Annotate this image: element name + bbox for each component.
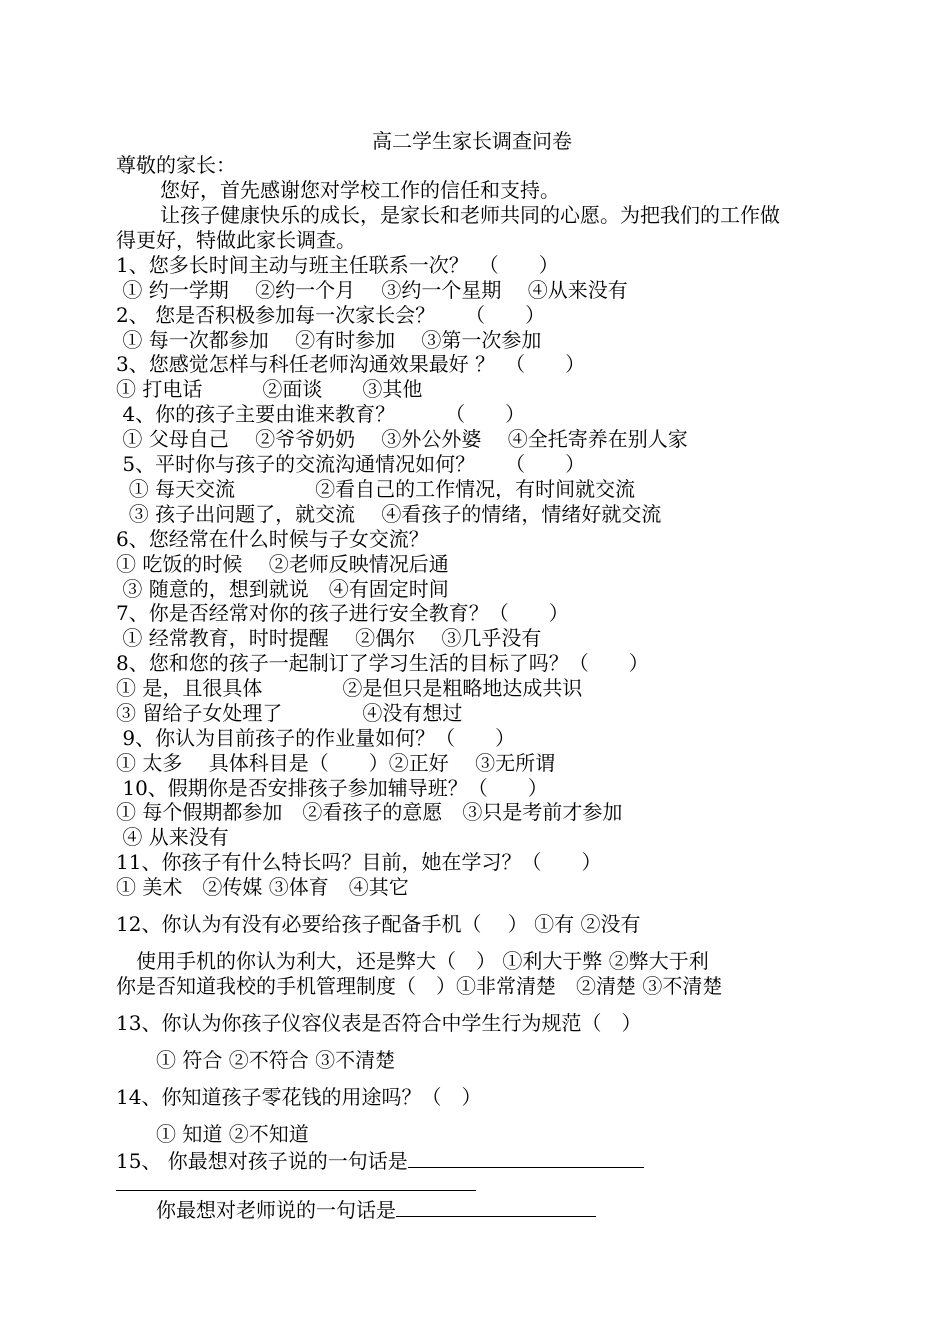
question-4: 4、你的孩子主要由谁来教育？ （ ）	[116, 402, 526, 426]
question-3: 3、您感觉怎样与科任老师沟通效果最好 ？ （ ）	[116, 352, 586, 376]
question-6-options-1: ① 吃饭的时候 ②老师反映情况后通	[116, 552, 449, 576]
greeting: 尊敬的家长：	[116, 153, 236, 177]
question-12: 12、你认为有没有必要给孩子配备手机（ ） ①有 ②没有	[116, 912, 641, 936]
question-6-options-2: ③ 随意的，想到就说 ④有固定时间	[116, 577, 449, 601]
question-2: 2、 您是否积极参加每一次家长会？ （ ）	[116, 303, 546, 327]
question-10-options-1: ① 每个假期都参加 ②看孩子的意愿 ③只是考前才参加	[116, 800, 623, 824]
question-8-options-2: ③ 留给子女处理了 ④没有想过	[116, 701, 463, 725]
question-1-options: ① 约一学期 ②约一个月 ③约一个星期 ④从来没有	[116, 278, 628, 302]
answer-blank-child-continued[interactable]	[116, 1190, 476, 1191]
question-4-options: ① 父母自己 ②爷爷奶奶 ③外公外婆 ④全托寄养在别人家	[116, 427, 688, 451]
question-6: 6、您经常在什么时候与子女交流？	[116, 527, 429, 551]
question-1: 1、您多长时间主动与班主任联系一次？ （ ）	[116, 253, 559, 277]
question-5-options-2: ③ 孩子出问题了，就交流 ④看孩子的情绪，情绪好就交流	[116, 502, 662, 526]
intro-line-3: 得更好，特做此家长调查。	[116, 228, 356, 252]
intro-line-2: 让孩子健康快乐的成长，是家长和老师共同的心愿。为把我们的工作做	[160, 203, 780, 227]
question-10-options-2: ④ 从来没有	[116, 825, 229, 849]
question-10: 10、假期你是否安排孩子参加辅导班？（ ）	[116, 776, 548, 800]
question-13-options: ① 符合 ②不符合 ③不清楚	[116, 1048, 396, 1072]
question-13: 13、你认为你孩子仪容仪表是否符合中学生行为规范（ ）	[116, 1011, 642, 1035]
intro-line-1: 您好，首先感谢您对学校工作的信任和支持。	[160, 178, 560, 202]
question-15-sub	[116, 1196, 596, 1222]
answer-blank-teacher[interactable]	[396, 1196, 596, 1217]
question-2-options: ① 每一次都参加 ②有时参加 ③第一次参加	[116, 328, 542, 352]
question-5-options-1: ① 每天交流 ②看自己的工作情况，有时间就交流	[116, 477, 636, 501]
answer-blank-child[interactable]	[408, 1147, 644, 1168]
question-15-sub-label: 你最想对老师说的一句话是	[116, 1198, 396, 1222]
question-8-options-1: ① 是，且很具体 ②是但只是粗略地达成共识	[116, 676, 583, 700]
question-3-options: ① 打电话 ②面谈 ③其他	[116, 377, 423, 401]
question-15-label: 15、 你最想对孩子说的一句话是	[116, 1149, 408, 1173]
question-14-options: ① 知道 ②不知道	[116, 1122, 309, 1146]
question-12-sub-2: 你是否知道我校的手机管理制度（ ）①非常清楚 ②清楚 ③不清楚	[116, 974, 723, 998]
question-12-sub-1: 使用手机的你认为利大，还是弊大（ ） ①利大于弊 ②弊大于利	[116, 949, 709, 973]
question-9: 9、你认为目前孩子的作业量如何？（ ）	[116, 726, 516, 750]
question-8: 8、您和您的孩子一起制订了学习生活的目标了吗？（ ）	[116, 651, 649, 675]
question-11-options: ① 美术 ②传媒 ③体育 ④其它	[116, 875, 409, 899]
question-11: 11、你孩子有什么特长吗？目前，她在学习？（ ）	[116, 850, 602, 874]
question-9-options: ① 太多 具体科目是（ ）②正好 ③无所谓	[116, 751, 556, 775]
question-14: 14、你知道孩子零花钱的用途吗？（ ）	[116, 1085, 482, 1109]
page-title: 高二学生家长调查问卷	[372, 129, 572, 153]
question-7: 7、你是否经常对你的孩子进行安全教育？（ ）	[116, 601, 569, 625]
question-15	[116, 1147, 644, 1173]
question-5: 5、平时你与孩子的交流沟通情况如何？ （ ）	[116, 452, 586, 476]
question-7-options: ① 经常教育，时时提醒 ②偶尔 ③几乎没有	[116, 626, 542, 650]
